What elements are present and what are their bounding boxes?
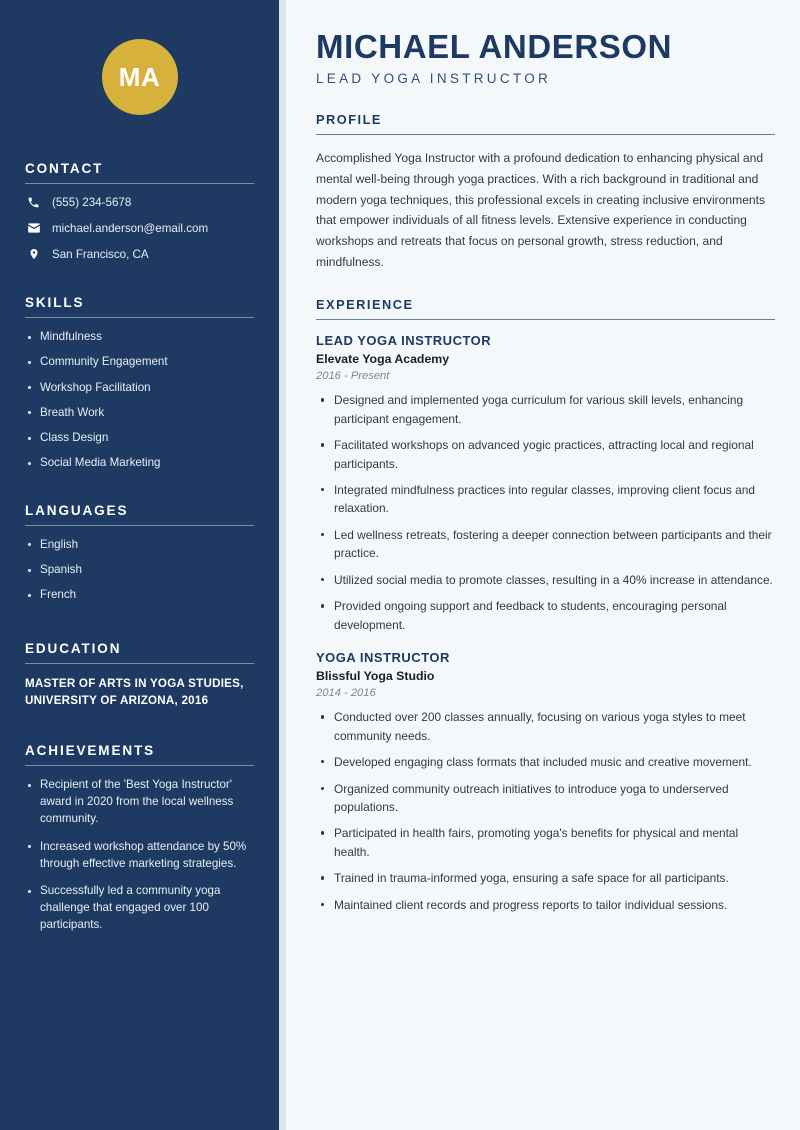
skills-list (25, 329, 254, 472)
profile-rule (316, 134, 775, 135)
list-item: Social Media Marketing (25, 455, 254, 472)
achievements-rule (25, 765, 254, 766)
list-item: Community Engagement (25, 354, 254, 371)
contact-value-location: San Francisco, CA (52, 247, 149, 261)
experience-entry (316, 333, 775, 634)
profile-section (316, 112, 775, 273)
main-content (286, 0, 800, 1130)
education-rule (25, 663, 254, 664)
education-entry: MASTER OF ARTS IN YOGA STUDIES, UNIVERSITY OF ARIZONA, 2016 (25, 676, 244, 708)
list-item: Conducted over 200 classes annually, focusing on various yoga styles to meet community needs. (316, 708, 775, 745)
experience-section (316, 297, 775, 914)
email-icon (25, 221, 42, 235)
list-item: Designed and implemented yoga curriculum for various skill levels, enhancing participant engagement. (316, 391, 775, 428)
list-item: English (25, 537, 254, 554)
contact-value-phone: (555) 234-5678 (52, 195, 132, 209)
list-item: Increased workshop attendance by 50% through effective marketing strategies. (25, 839, 254, 873)
job-company: Elevate Yoga Academy (316, 352, 450, 367)
page-title: MICHAEL ANDERSON (316, 28, 673, 65)
list-item: Recipient of the 'Best Yoga Instructor' award in 2020 from the local wellness community. (25, 777, 254, 827)
list-item: Trained in trauma-informed yoga, ensuring a safe space for all participants. (316, 869, 775, 887)
experience-rule (316, 319, 775, 320)
languages-section (0, 503, 279, 604)
job-dates: 2016 - Present (316, 370, 390, 383)
list-item: Spanish (25, 562, 254, 579)
achievements-heading: ACHIEVEMENTS (25, 743, 156, 759)
experience-heading: EXPERIENCE (316, 296, 414, 312)
education-section (0, 641, 279, 710)
achievements-section (0, 743, 279, 933)
job-role-subtitle: LEAD YOGA INSTRUCTOR (316, 70, 552, 86)
experience-entry (316, 650, 775, 914)
list-item: French (25, 587, 254, 604)
list-item: Organized community outreach initiatives to introduce yoga to underserved populations. (316, 780, 775, 817)
contact-value-email: michael.anderson@email.com (52, 221, 209, 235)
skills-heading: SKILLS (25, 295, 85, 310)
list-item: Class Design (25, 430, 254, 447)
profile-text: Accomplished Yoga Instructor with a profound dedication to enhancing physical and mental well-being through yoga practices. With a rich background in traditional and modern yoga techniques, this professional excels in creating inclusive environments that empower individuals of all fitness levels. Extensive experience in conducting workshops and retreats that focus on personal growth, stress reduction, and mindfulness. (316, 151, 766, 270)
languages-heading: LANGUAGES (25, 502, 129, 518)
list-item: Led wellness retreats, fostering a deeper connection between participants and their practice. (316, 526, 775, 563)
list-item: Participated in health fairs, promoting yoga's benefits for physical and mental health. (316, 824, 775, 861)
contact-rule (25, 183, 254, 184)
list-item: Successfully led a community yoga challenge that engaged over 100 participants. (25, 883, 254, 933)
achievements-list (25, 777, 254, 933)
list-item: Integrated mindfulness practices into regular classes, improving client focus and relaxation. (316, 481, 775, 518)
contact-item-email[interactable] (25, 221, 254, 235)
job-company: Blissful Yoga Studio (316, 669, 435, 684)
list-item: Facilitated workshops on advanced yogic practices, attracting local and regional participants. (316, 436, 775, 473)
languages-rule (25, 525, 254, 526)
list-item: Breath Work (25, 405, 254, 422)
job-title: LEAD YOGA INSTRUCTOR (316, 333, 492, 349)
job-bullet-list (316, 391, 775, 634)
sidebar (0, 0, 279, 1130)
contact-item-phone[interactable] (25, 195, 254, 209)
list-item: Provided ongoing support and feedback to students, encouraging personal development. (316, 597, 775, 634)
skills-rule (25, 317, 254, 318)
avatar: MA (102, 39, 178, 115)
languages-list (25, 537, 254, 604)
list-item: Maintained client records and progress reports to tailor individual sessions. (316, 896, 775, 914)
contact-list (25, 195, 254, 261)
location-pin-icon (25, 247, 42, 261)
job-dates: 2014 - 2016 (316, 687, 376, 700)
job-title: YOGA INSTRUCTOR (316, 650, 450, 666)
list-item: Utilized social media to promote classes, resulting in a 40% increase in attendance. (316, 571, 775, 589)
contact-section (0, 161, 279, 261)
contact-item-location[interactable] (25, 247, 254, 261)
job-bullet-list (316, 708, 775, 914)
list-item: Mindfulness (25, 329, 254, 346)
phone-icon (25, 195, 42, 209)
profile-heading: PROFILE (316, 111, 382, 127)
list-item: Workshop Facilitation (25, 380, 254, 397)
skills-section (0, 295, 279, 472)
avatar-wrapper (0, 0, 279, 115)
contact-heading: CONTACT (25, 161, 104, 176)
column-divider (279, 0, 286, 1130)
list-item: Developed engaging class formats that included music and creative movement. (316, 753, 775, 771)
education-heading: EDUCATION (25, 640, 122, 656)
